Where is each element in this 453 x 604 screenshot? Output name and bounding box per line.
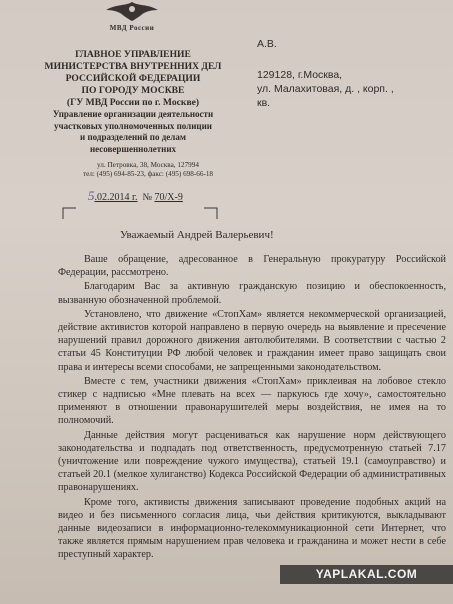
letter-paragraph: Ваше обращение, адресованное в Генеральную прокуратуру Российской Федерации, рассмотрено. [58, 254, 446, 279]
agency-line: ГЛАВНОЕ УПРАВЛЕНИЕ [75, 49, 191, 60]
number-label: № [142, 192, 153, 203]
corner-bracket-left-icon [62, 207, 78, 219]
department-line: и подразделений по делам [80, 132, 186, 142]
recipient-line: ул. Малахитовая, д. , корп. , [257, 83, 394, 95]
recipient-line: кв. [257, 97, 271, 109]
agency-line: (ГУ МВД России по г. Москве) [66, 97, 200, 108]
date-handwritten: 5 [88, 188, 95, 203]
date-rest: .02.2014 г. [94, 192, 138, 203]
letter-paragraph: Установлено, что движение «СтопХам» является некоммерческой организацией, действие активистов которой направлено в первую очередь на выявление и пресечение нарушений правил дорожного движения автолюбителями. В соответствии с частью 2 статьи 45 Конституции РФ любой человек и гражданин имеет право защищать свои права и интересы всеми способами, не запрещенными законодательством. [58, 308, 446, 373]
document-date-number [88, 188, 183, 204]
corner-bracket-right-icon [202, 207, 218, 219]
recipient-block [257, 37, 447, 110]
recipient-line: 129128, г.Москва, [257, 69, 343, 81]
letter-body [58, 253, 446, 563]
department-line: Управление организации деятельности [52, 109, 214, 119]
letter-paragraph: Данные действия могут расцениваться как нарушение норм действующего законодательства и подпадать под ответственность, предусмотренную статьей 7.17 (уничтожение или повреждение чужого имущества), статьей 19.1 (самоуправство) и статьей 20.1 (мелкое хулиганство) Кодекса Российской Федерации об административных правонарушениях. [58, 429, 446, 494]
address-line: ул. Петровка, 38, Москва, 127994 [97, 161, 199, 169]
phone-line: тел: (495) 694-85-23, факс: (495) 698-66-18 [82, 170, 214, 178]
document-number: 70/Х-9 [154, 192, 183, 203]
department-line: участковых уполномоченных полиции [54, 120, 212, 131]
site-watermark: YAPLAKAL.COM [280, 565, 453, 584]
letter-paragraph: Кроме того, активисты движения записывают проведение подобных акций на видео и без письменного согласия лица, чьи действия критикуются, выкладывают данные видеозаписи в информационно-телекоммуникационной сети Интернет, что также является прямым нарушением прав человека и гражданина и может нести в себе преступный характер. [58, 496, 446, 561]
agency-address [48, 161, 248, 179]
agency-line: ПО ГОРОДУ МОСКВЕ [81, 85, 185, 96]
ministry-short-name: МВД России [109, 24, 155, 32]
agency-line: МИНИСТЕРСТВА ВНУТРЕННИХ ДЕЛ [44, 61, 222, 72]
letter-paragraph: Благодарим Вас за активную гражданскую позицию и обеспокоенность, вызванную обозначенной проблемой. [58, 281, 446, 306]
letter-paragraph: Вместе с тем, участники движения «СтопХам» приклеивая на лобовое стекло стикер с надписью «Мне плевать на всех — паркуюсь где хочу», самостоятельно применяют в отношении правонарушителей меры воздействия, не имея на то полномочий. [58, 375, 446, 427]
letter-greeting: Уважаемый Андрей Валерьевич! [120, 229, 274, 241]
recipient-name: А.В. [257, 38, 277, 50]
department-line: несовершеннолетних [89, 143, 177, 154]
eagle-emblem-icon [102, 0, 162, 22]
agency-block [28, 49, 238, 155]
agency-line: РОССИЙСКОЙ ФЕДЕРАЦИИ [65, 73, 201, 84]
